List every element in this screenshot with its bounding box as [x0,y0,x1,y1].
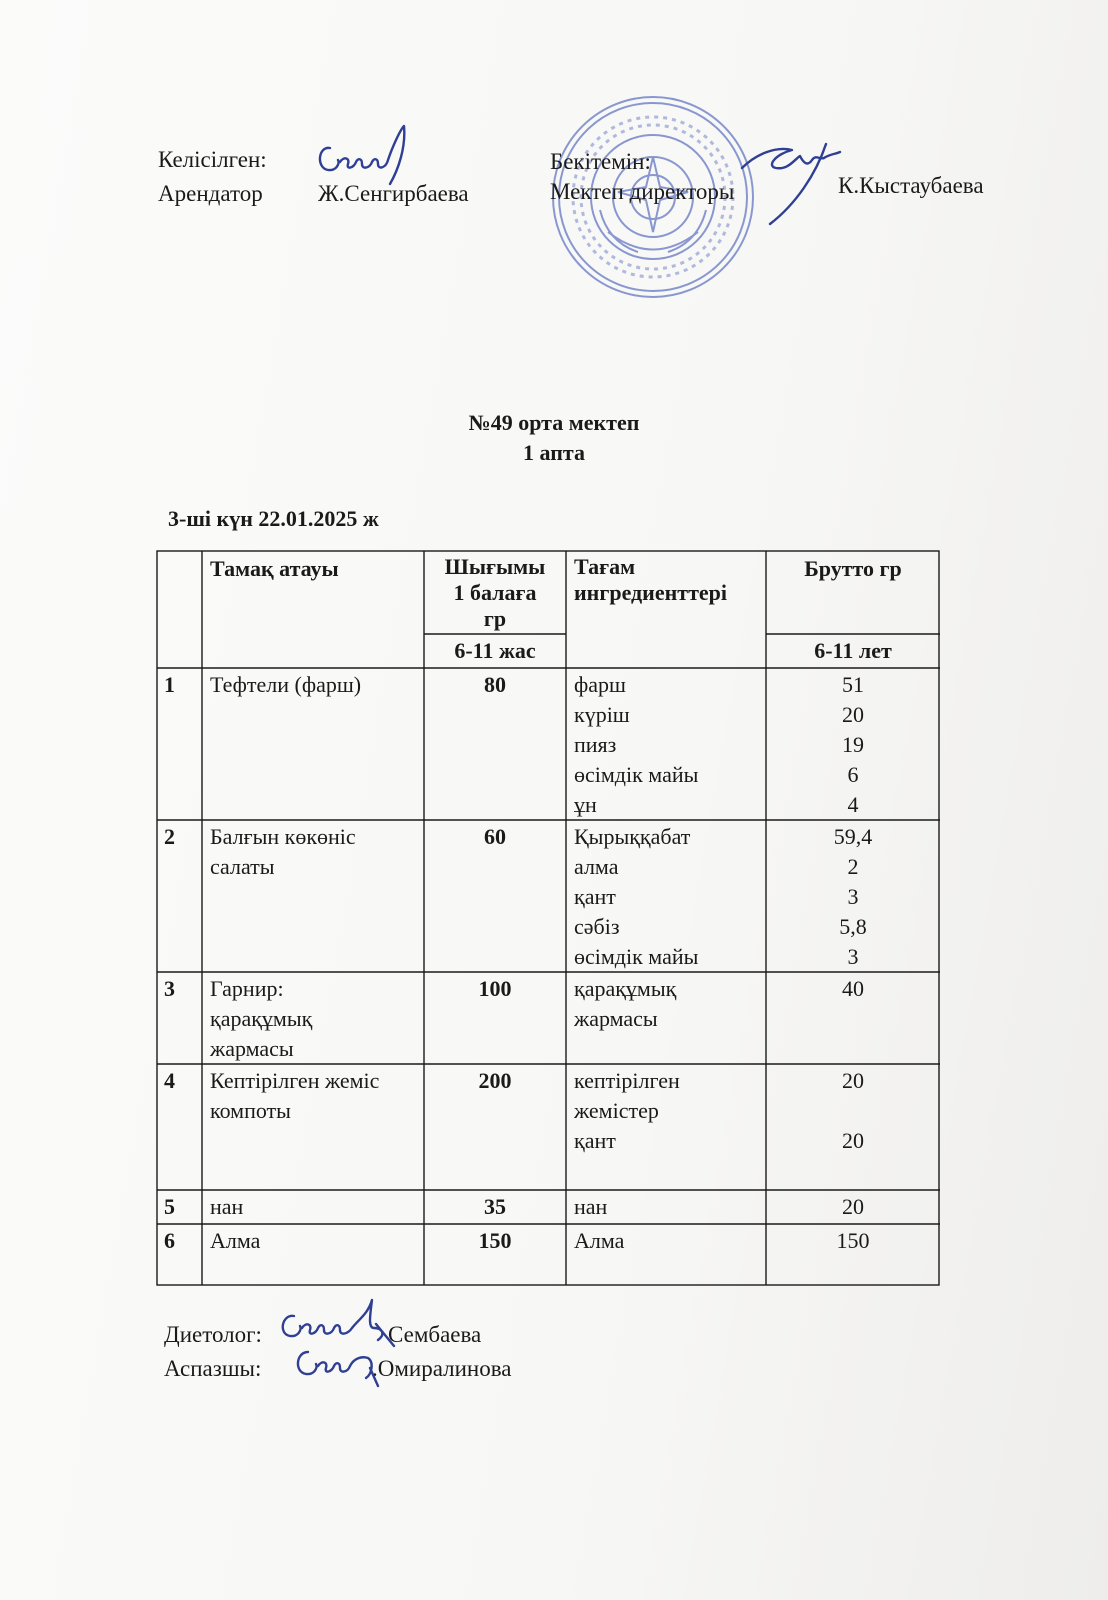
row-portion: 200 [478,1068,512,1093]
ingredient-item: күріш [574,702,630,727]
ingredient-item: пияз [574,732,617,757]
agreed-label: Келісілген: [158,147,267,172]
brutto-value: 2 [847,854,859,879]
approve-label: Бекітемін: [550,149,651,174]
ingredient-item: өсімдік майы [574,762,699,787]
ingredient-item: Қырыққабат [574,824,691,849]
header-age-portion: 6-11 жас [454,638,536,663]
ingredient-item: Алма [574,1228,625,1253]
row-ingredients [574,1192,764,1222]
day-line: 3-ші күн 22.01.2025 ж [168,506,379,531]
row-ingredients [574,670,764,820]
cook-label: Аспазшы: [164,1356,262,1381]
dietitian-name: Сембаева [388,1322,482,1347]
brutto-value: 59,4 [833,824,873,849]
row-number: 6 [164,1228,175,1253]
row-portion: 35 [484,1194,506,1219]
week-title: 1 апта [523,440,585,465]
brutto-value: 20 [842,702,864,727]
brutto-value: 6 [847,762,859,787]
brutto-value: 5,8 [839,914,867,939]
row-ingredients [574,822,764,972]
row-dish: Балғын көкөніс салаты [210,824,356,879]
row-portion: 150 [478,1228,512,1253]
row-number: 2 [164,824,175,849]
brutto-value: 150 [836,1228,870,1253]
ingredient-item: өсімдік майы [574,944,699,969]
row-dish: нан [210,1194,244,1219]
row-portion: 100 [478,976,512,1001]
row-portion: 60 [484,824,506,849]
ingredient-item: қант [574,1128,616,1153]
row-number: 1 [164,672,175,697]
brutto-value: 20 [842,1194,864,1219]
ingredient-item: қарақұмық [574,976,677,1001]
row-brutto [766,1226,940,1346]
brutto-value: 4 [847,792,859,817]
header-age-brutto: 6-11 лет [814,638,892,663]
row-dish: Кептірілген жеміс компоты [210,1068,380,1123]
row-ingredients [574,1226,764,1256]
brutto-value: 19 [842,732,864,757]
school-title: №49 орта мектеп [468,410,640,435]
ingredient-item: кептірілген [574,1068,680,1093]
ingredient-item: жемістер [574,1098,659,1123]
director-signature [736,124,848,228]
dietitian-label: Диетолог: [164,1322,262,1347]
brutto-value: 3 [847,944,859,969]
row-brutto [766,670,940,817]
brutto-value: 3 [847,884,859,909]
row-brutto [766,1066,940,1186]
header-portion: Шығымы 1 балаға гр [444,554,546,631]
cook-signature [288,1338,384,1390]
row-dish: Гарнир: қарақұмық жармасы [210,976,313,1061]
row-ingredients [574,1066,764,1156]
cook-name: .Омиралинова [372,1356,512,1381]
ingredient-item: ұн [574,792,597,817]
tenant-signature [310,118,420,188]
row-dish: Алма [210,1228,261,1253]
row-number: 3 [164,976,175,1001]
director-name: К.Кыстаубаева [838,173,984,198]
brutto-value: 20 [842,1068,864,1093]
header-ingredients: Тағам ингредиенттері [574,554,728,605]
brutto-value: 40 [842,976,864,1001]
header-brutto: Брутто гр [804,556,902,581]
row-number: 5 [164,1194,175,1219]
row-number: 4 [164,1068,175,1093]
ingredient-item: фарш [574,672,626,697]
row-brutto [766,822,940,969]
ingredient-item: қант [574,884,616,909]
ingredient-item: нан [574,1194,608,1219]
director-role: Мектеп директоры [550,179,735,204]
row-ingredients [574,974,764,1034]
ingredient-item: алма [574,854,619,879]
row-portion: 80 [484,672,506,697]
ingredient-item: сәбіз [574,914,620,939]
brutto-value: 51 [842,672,864,697]
brutto-value: 20 [842,1128,864,1153]
header-dish: Тамақ атауы [210,556,339,581]
tenant-name: Ж.Сенгирбаева [318,181,469,206]
menu-table [156,550,940,1286]
tenant-role: Арендатор [158,181,263,206]
row-dish: Тефтели (фарш) [210,672,362,697]
ingredient-item: жармасы [574,1006,658,1031]
